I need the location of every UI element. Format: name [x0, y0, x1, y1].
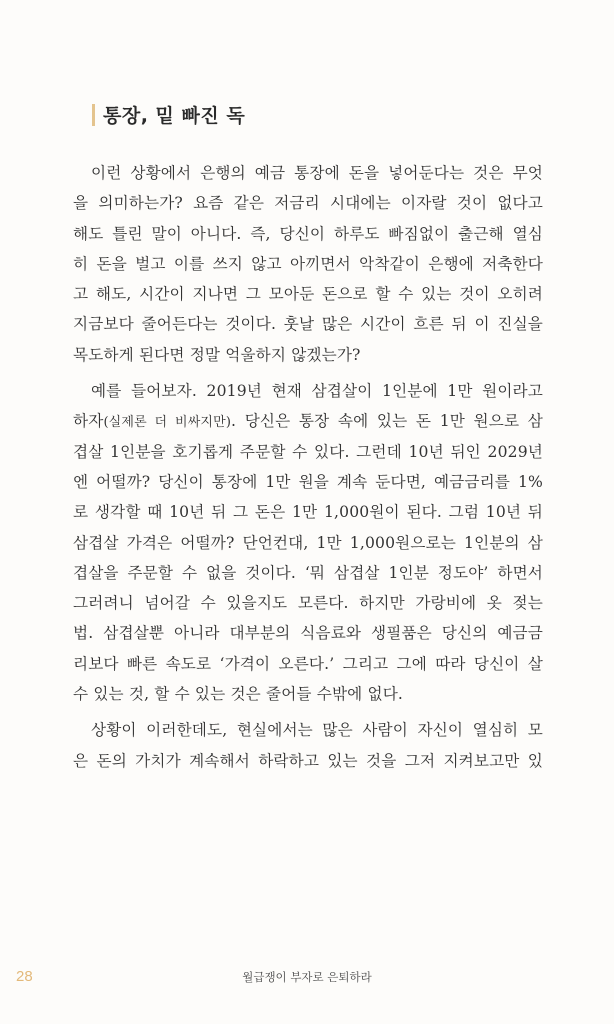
text-line: 상황이 이러한데도, 현실에서는 많은 사람이 자신이 열심히 모 — [91, 721, 543, 740]
text-line: 해도 틀린 말이 아니다. 즉, 당신이 하루도 빠짐없이 출근해 열심 — [73, 224, 543, 243]
text-line: 리보다 빠른 속도로 ‘가격이 오른다.’ 그리고 그에 따라 당신이 살 — [73, 654, 543, 673]
text-segment: . 당신은 통장 속에 있는 돈 1만 원으로 삼 — [231, 412, 543, 431]
text-line: 로 생각할 때 10년 뒤 그 돈은 1만 1,000원이 된다. 그럼 10년 뒤 — [73, 503, 543, 522]
text-line: 겹살을 주문할 수 없을 것이다. ‘뭐 삼겹살 1인분 정도야’ 하면서 — [73, 563, 543, 582]
text-line — [73, 406, 543, 436]
text-line: 이런 상황에서 은행의 예금 통장에 돈을 넣어둔다는 것은 무엇 — [91, 164, 543, 182]
page-number: 28 — [16, 968, 33, 985]
text-line: 을 의미하는가? 요즘 같은 저금리 시대에는 이자랄 것이 없다고 — [73, 194, 543, 213]
text-line: 겹살 1인분을 호기롭게 주문할 수 있다. 그런데 10년 뒤인 2029년 — [73, 442, 543, 461]
text-line: 그러려니 넘어갈 수 있을지도 모른다. 하지만 가랑비에 옷 젖는 — [73, 594, 543, 613]
body-text — [73, 158, 543, 776]
paragraph — [73, 715, 543, 776]
text-line: 은 돈의 가치가 계속해서 하락하고 있는 것을 그저 지켜보고만 있 — [73, 751, 543, 770]
text-segment: 하자 — [73, 412, 104, 431]
paragraph — [73, 376, 543, 709]
text-line: 지금보다 줄어든다는 것이다. 훗날 많은 시간이 흐른 뒤 이 진실을 — [73, 315, 543, 334]
section-title: 통장, 밑 빠진 독 — [103, 105, 246, 127]
text-line: 히 돈을 벌고 이를 쓰지 않고 아끼면서 악착같이 은행에 저축한다 — [73, 254, 543, 273]
parenthetical-note: (실제론 더 비싸지만) — [103, 415, 232, 431]
heading-accent-bar — [92, 104, 95, 126]
text-line: 예를 들어보자. 2019년 현재 삼겹살이 1인분에 1만 원이라고 — [91, 382, 543, 401]
text-line: 삼겹살 가격은 어떨까? 단언컨대, 1만 1,000원으로는 1인분의 삼 — [73, 533, 543, 552]
paragraph — [73, 158, 543, 370]
text-line: 고 해도, 시간이 지나면 그 모아둔 돈으로 할 수 있는 것이 오히려 — [73, 285, 543, 304]
text-line: 목도하게 된다면 정말 억울하지 않겠는가? — [73, 345, 361, 364]
text-line: 수 있는 것, 할 수 있는 것은 줄어들 수밖에 없다. — [73, 685, 404, 704]
text-line: 법. 삼겹살뿐 아니라 대부분의 식음료와 생필품은 당신의 예금금 — [73, 624, 543, 643]
running-footer-title: 월급쟁이 부자로 은퇴하라 — [242, 970, 372, 984]
section-heading — [92, 101, 245, 128]
text-line: 엔 어떨까? 당신이 통장에 1만 원을 계속 둔다면, 예금금리를 1% — [73, 472, 543, 491]
